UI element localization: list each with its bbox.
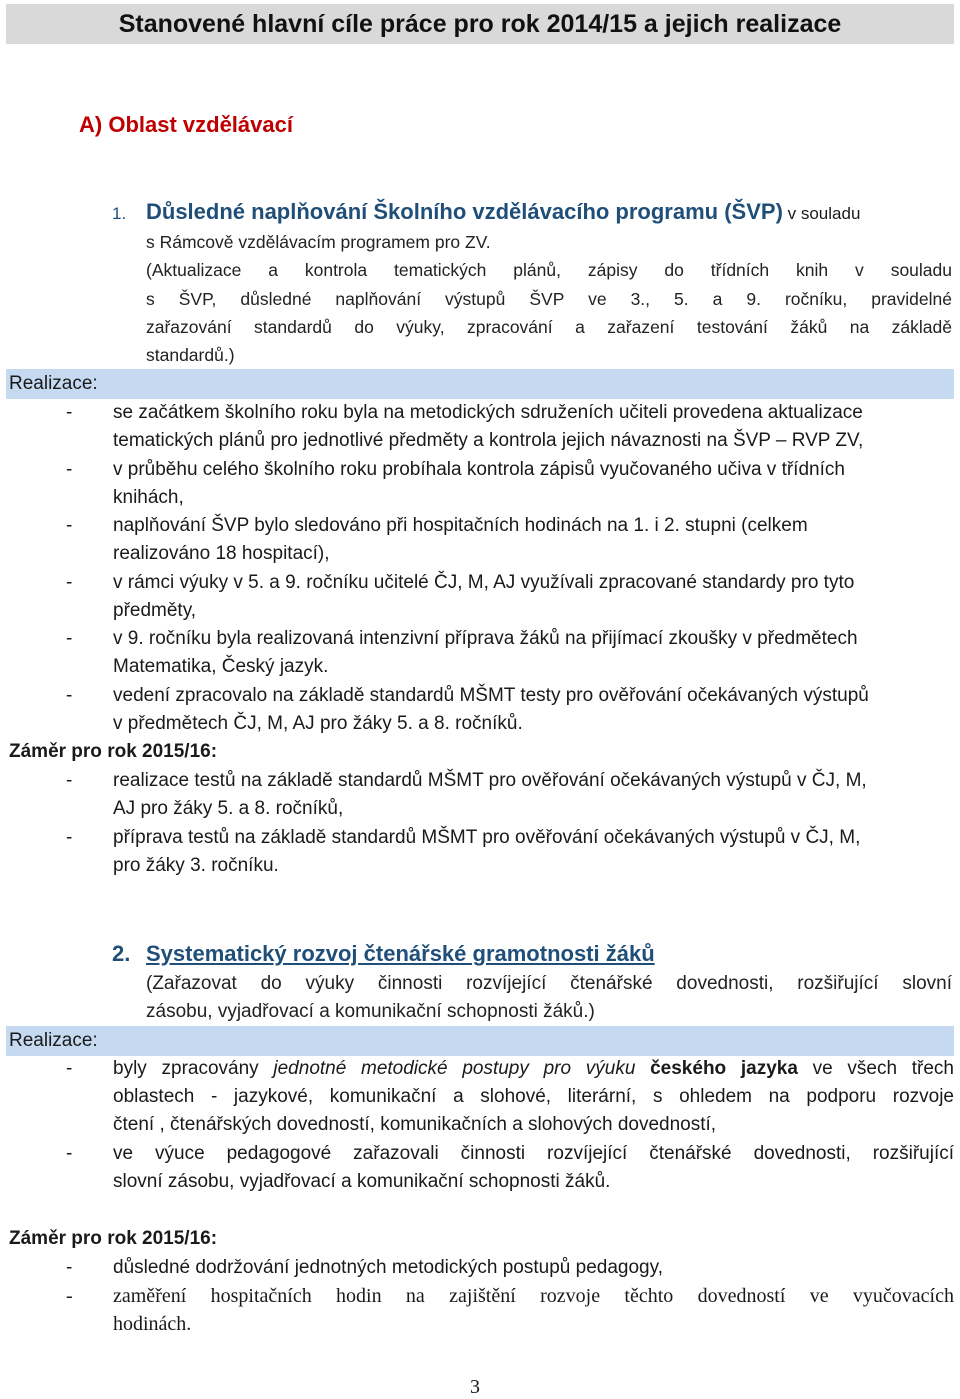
- list-item: - se začátkem školního roku byla na metodických sdruženích učiteli provedena aktualizace tematických plánů pro jednotlivé předměty a kontrola jejich návaznosti na ŠVP – RVP ZV,: [66, 402, 864, 451]
- goal-number: 1.: [112, 204, 127, 223]
- zamer-label: Záměr pro rok 2015/16:: [9, 1228, 218, 1249]
- list-item: - důsledné dodržování jednotných metodických postupů pedagogy,: [66, 1257, 663, 1278]
- goal-desc-line: (Aktualizace a kontrola tematických plánů, zápisy do třídních knih v souladu: [146, 260, 952, 280]
- page-title: Stanovené hlavní cíle práce pro rok 2014/15 a jejich realizace: [6, 4, 954, 44]
- goal-desc-line: zařazování standardů do výuky, zpracování a zařazení testování žáků na základě: [146, 317, 952, 337]
- list-item: - v průběhu celého školního roku probíhala kontrola zápisů vyučovaného učiva v třídních knihách,: [66, 459, 845, 508]
- realizace-label: Realizace:: [6, 369, 954, 399]
- goal-desc-line: s ŠVP, důsledné naplňování výstupů ŠVP ve 3., 5. a 9. ročníku, pravidelné: [146, 289, 952, 309]
- goal-heading-1: [112, 198, 954, 228]
- realizace-label: Realizace:: [6, 1026, 954, 1056]
- list-item: - realizace testů na základě standardů MŠMT pro ověřování očekávaných výstupů v ČJ, M, AJ pro žáky 5. a 8. ročníků,: [66, 770, 867, 819]
- list-item: - v rámci výuky v 5. a 9. ročníku učitelé ČJ, M, AJ využívali zpracované standardy pro tyto předměty,: [66, 572, 855, 621]
- page-number: 3: [470, 1376, 480, 1398]
- goal-desc-line: (Zařazovat do výuky činnosti rozvíjející čtenářské dovednosti, rozšiřující slovní: [146, 973, 952, 994]
- list-item: - ve výuce pedagogové zařazovali činnosti rozvíjející čtenářské dovednosti, rozšiřující slovní zásobu, vyjadřovací a komunikační schopnosti žáků.: [66, 1143, 954, 1192]
- list-item: - v 9. ročníku byla realizovaná intenzivní příprava žáků na přijímací zkoušky v předmětech Matematika, Český jazyk.: [66, 628, 858, 677]
- goal-number: 2.: [112, 941, 131, 966]
- goal-title: Důsledné naplňování Školního vzdělávacího programu (ŠVP): [146, 199, 783, 224]
- list-item: - zaměření hospitačních hodin na zajištění rozvoje těchto dovedností ve vyučovacích hodinách.: [66, 1285, 954, 1335]
- goal-heading-2: [112, 940, 655, 968]
- goal-title-tail: v souladu: [782, 204, 861, 223]
- goal-desc-line: standardů.): [146, 345, 235, 365]
- goal-line: s Rámcově vzdělávacím programem pro ZV.: [146, 232, 491, 252]
- section-heading: A) Oblast vzdělávací: [79, 112, 293, 137]
- list-item: - vedení zpracovalo na základě standardů MŠMT testy pro ověřování očekávaných výstupů v předmětech ČJ, M, AJ pro žáky 5. a 8. ročníků.: [66, 685, 869, 734]
- goal-title: Systematický rozvoj čtenářské gramotnosti žáků: [146, 941, 655, 966]
- zamer-label: Záměr pro rok 2015/16:: [9, 741, 218, 762]
- goal-desc-line: zásobu, vyjadřovací a komunikační schopnosti žáků.): [146, 1001, 595, 1022]
- list-item: - byly zpracovány jednotné metodické postupy pro výuku českého jazyka ve všech třech oblastech - jazykové, komunikační a slohové, literární, s ohledem na podporu rozvoje čtení , čtenářských dovedností, komunikačních a slohových dovedností,: [66, 1058, 955, 1135]
- list-item: - naplňování ŠVP bylo sledováno při hospitačních hodinách na 1. i 2. stupni (celkem realizováno 18 hospitací),: [66, 515, 808, 564]
- list-item: - příprava testů na základě standardů MŠMT pro ověřování očekávaných výstupů v ČJ, M, pro žáky 3. ročníku.: [66, 827, 861, 876]
